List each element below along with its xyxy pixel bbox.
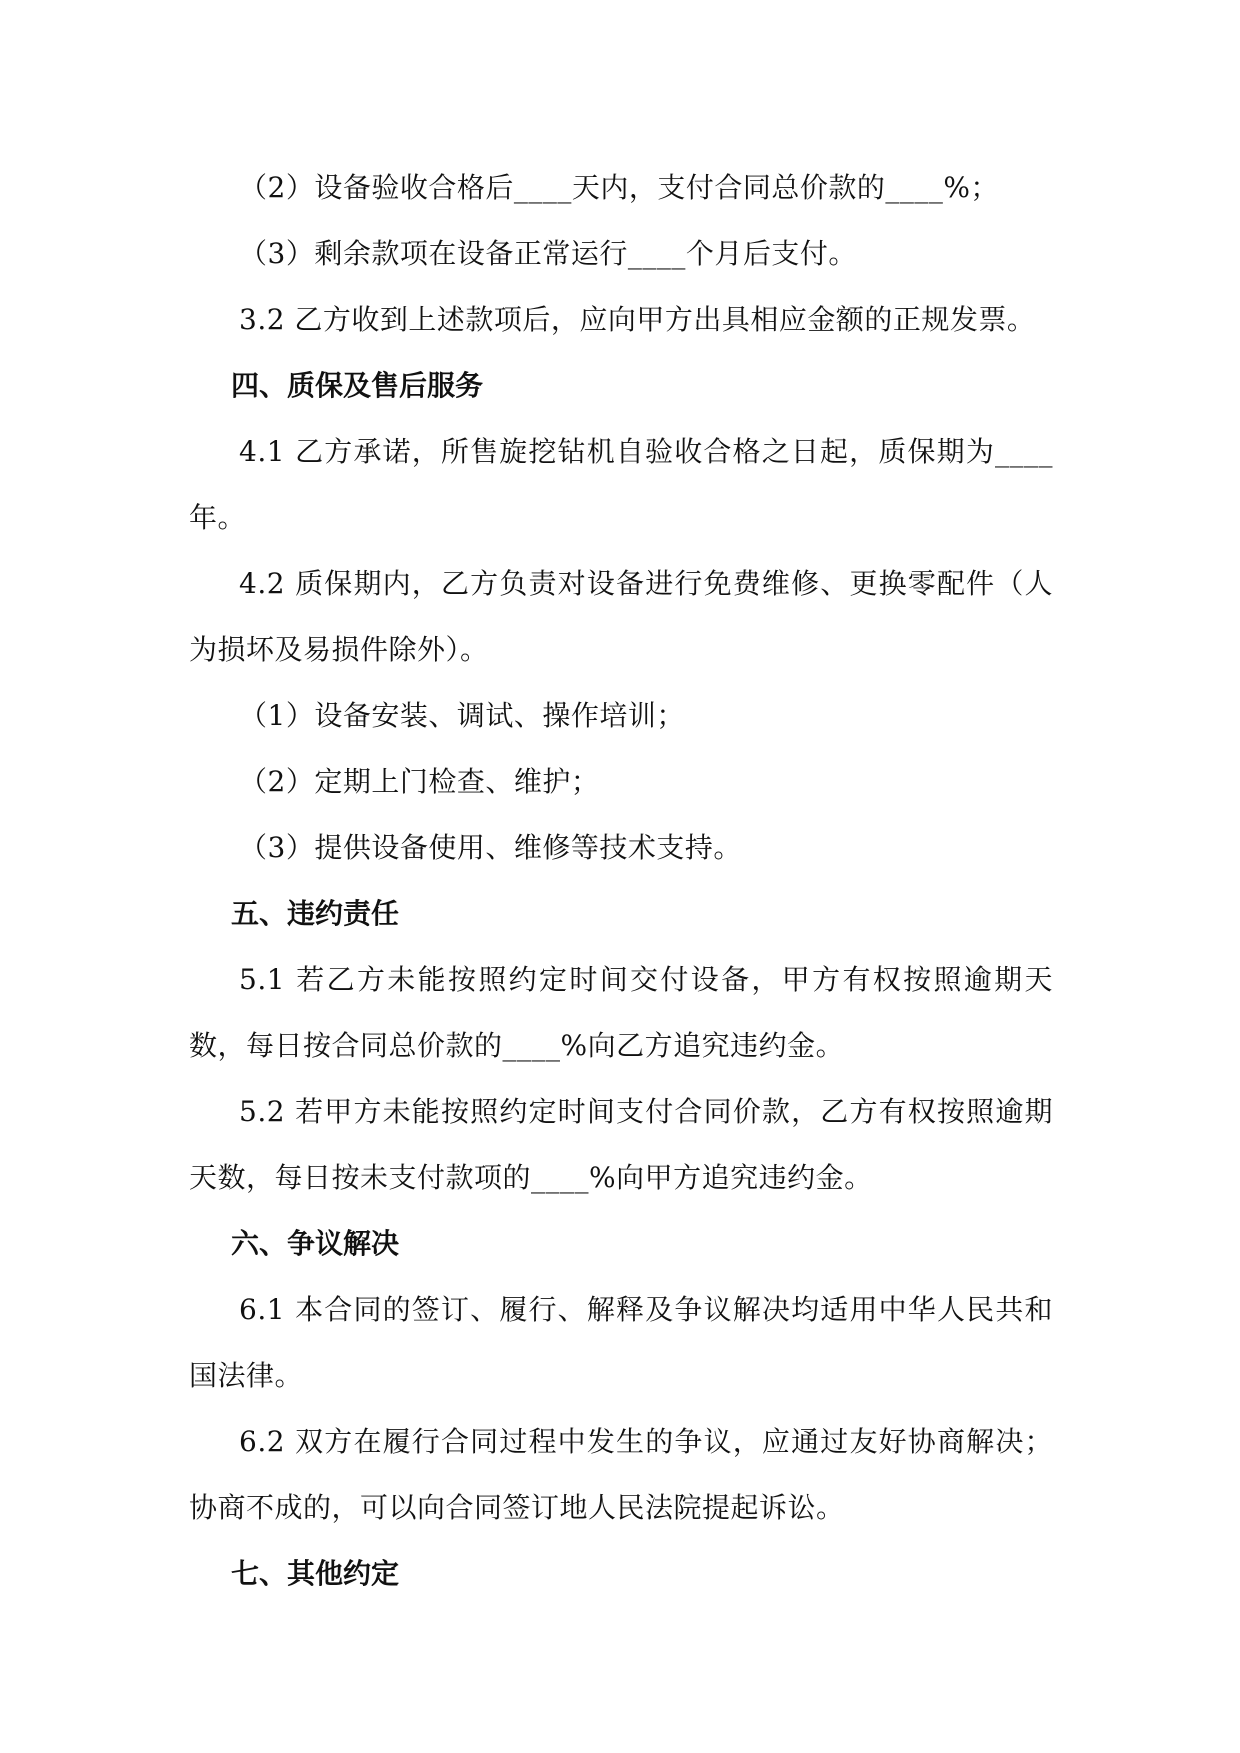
paragraph-line: （2）定期上门检查、维护； (239, 765, 600, 798)
paragraph-line: 5.2 若甲方未能按照约定时间支付合同价款，乙方有权按照逾期 (239, 1095, 1053, 1128)
paragraph-line: （2）设备验收合格后____天内，支付合同总价款的____%； (239, 171, 999, 204)
paragraph-line: 6.2 双方在履行合同过程中发生的争议，应通过友好协商解决； (239, 1425, 1053, 1458)
paragraph-line: 年。 (189, 501, 247, 534)
paragraph-line: 3.2 乙方收到上述款项后，应向甲方出具相应金额的正规发票。 (239, 303, 1036, 336)
paragraph-line: 为损坏及易损件除外）。 (189, 633, 489, 666)
paragraph-line: 数，每日按合同总价款的____%向乙方追究违约金。 (189, 1029, 845, 1062)
paragraph-line: 6.1 本合同的签订、履行、解释及争议解决均适用中华人民共和 (239, 1293, 1053, 1326)
paragraph-line: 4.2 质保期内，乙方负责对设备进行免费维修、更换零配件（人 (239, 567, 1053, 600)
document-body (189, 155, 1053, 1607)
paragraph-line: 5.1 若乙方未能按照约定时间交付设备，甲方有权按照逾期天 (239, 963, 1053, 996)
section-heading: 四、质保及售后服务 (231, 369, 484, 402)
paragraph-line: 国法律。 (189, 1359, 304, 1392)
paragraph-line: （3）剩余款项在设备正常运行____个月后支付。 (239, 237, 857, 270)
paragraph-line: 协商不成的，可以向合同签订地人民法院提起诉讼。 (189, 1491, 845, 1524)
paragraph-line: 4.1 乙方承诺，所售旋挖钻机自验收合格之日起，质保期为____ (239, 435, 1053, 468)
section-heading: 六、争议解决 (231, 1227, 400, 1260)
section-heading: 五、违约责任 (231, 897, 400, 930)
paragraph-line: （3）提供设备使用、维修等技术支持。 (239, 831, 742, 864)
paragraph-line: （1）设备安装、调试、操作培训； (239, 699, 685, 732)
section-heading: 七、其他约定 (231, 1557, 400, 1590)
paragraph-line: 天数，每日按未支付款项的____%向甲方追究违约金。 (189, 1161, 873, 1194)
